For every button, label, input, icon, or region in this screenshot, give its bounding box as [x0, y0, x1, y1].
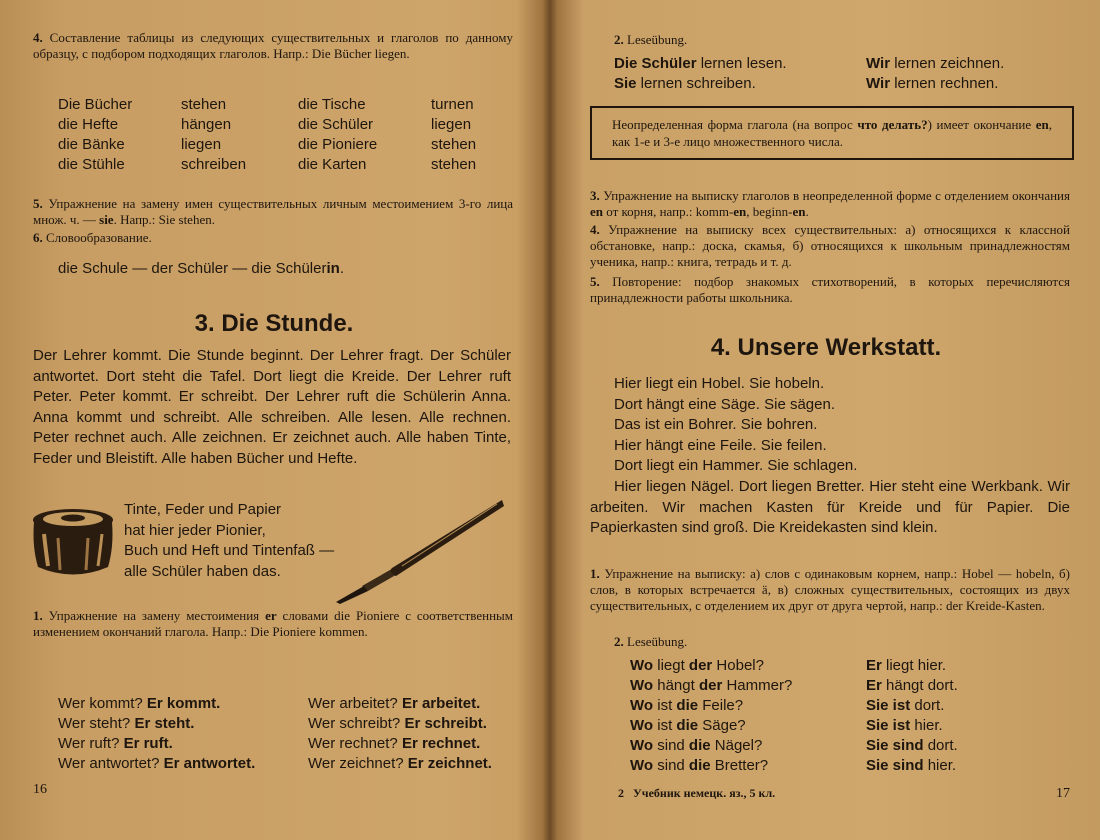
poem-line: alle Schüler haben das. [124, 562, 281, 580]
qa-item [308, 694, 508, 714]
word-formation [58, 260, 344, 277]
word-formation-text: die Schule — der Schüler — die Schüler [58, 260, 327, 277]
reading-predicate: lernen zeichnen. [890, 55, 1005, 72]
exercise-bold: en [733, 204, 747, 219]
answer-rest: dort. [910, 697, 945, 714]
question-word: Wo [630, 717, 654, 734]
answer [866, 676, 1026, 696]
table-cell: stehen [431, 136, 477, 153]
answer-subject: Sie ist [866, 697, 911, 714]
exercise-bold: en [590, 204, 603, 219]
answer: Er rechnet. [401, 735, 481, 752]
question-noun: Hobel? [712, 657, 764, 674]
question-article: die [688, 737, 711, 754]
qa-item [308, 754, 508, 774]
exercise-text: Повторение: подбор знакомых стихотворений, в которых перечисляются принадлежности работы школьника. [590, 274, 1070, 305]
page-footer: 2 Учебник немецк. яз., 5 кл. [618, 786, 776, 800]
inkwell-icon [28, 502, 118, 582]
exercise-text: Leseübung. [623, 634, 688, 649]
question: Wer ruft? [58, 735, 120, 752]
question-answer-list [58, 694, 508, 774]
exercise-1 [590, 566, 1070, 614]
reading-subject: Wir [866, 55, 891, 72]
table-cell: Die Bücher [58, 96, 133, 113]
grammar-rule-box [590, 106, 1074, 160]
answer-rest: hier. [923, 757, 957, 774]
reading-predicate: lernen lesen. [696, 55, 787, 72]
reading-predicate: lernen rechnen. [890, 75, 999, 92]
qa-item [308, 734, 508, 754]
reading-subject: Die Schüler [614, 55, 697, 72]
question-verb: ist [653, 697, 677, 714]
reading-line [866, 74, 1066, 94]
table-cell: stehen [181, 96, 227, 113]
question-word: Wo [630, 677, 654, 694]
rule-text: , как 1-е и 3-е лицо множественного числа. [612, 117, 1053, 149]
left-page [0, 0, 548, 840]
lesson-line: Dort hängt eine Säge. Sie sägen. [614, 395, 835, 413]
table-cell: liegen [431, 116, 472, 133]
question-article: der [688, 657, 713, 674]
exercise-number: 6. [33, 230, 43, 245]
question [630, 756, 866, 776]
reading-subject: Wir [866, 75, 891, 92]
exercise-text: Упражнение на замену местоимения [42, 608, 266, 623]
question: Wer schreibt? [308, 715, 401, 732]
answer-rest: hängt dort. [881, 677, 958, 694]
answer-subject: Sie sind [866, 737, 924, 754]
table-cell: die Pioniere [298, 136, 378, 153]
reading-line [614, 54, 866, 74]
reading-subject: Sie [614, 75, 637, 92]
exercise-text: Составление таблицы из следующих существительных и глаголов по данному образцу, с подбором подходящих глаголов. Напр.: Die Bücher liegen. [33, 30, 513, 61]
page-number: 16 [33, 782, 47, 797]
exercise-bold: er [265, 608, 277, 623]
question [630, 696, 866, 716]
exercise-bold: sie [99, 212, 114, 227]
question-verb: hängt [653, 677, 699, 694]
question: Wer zeichnet? [308, 755, 404, 772]
answer: Er schreibt. [404, 715, 487, 732]
exercise-2-top [614, 32, 687, 48]
question-noun: Feile? [698, 697, 744, 714]
table-cell: die Tische [298, 96, 366, 113]
qa-item [308, 714, 508, 734]
answer-rest: liegt hier. [881, 657, 947, 674]
question-answer-list [630, 656, 1026, 776]
table-cell: die Stühle [58, 156, 125, 173]
poem [124, 500, 334, 582]
exercise-5 [590, 274, 1070, 306]
exercise-number: 2. [614, 32, 624, 47]
qa-item [58, 714, 308, 734]
rule-text: ) имеет окончание [927, 117, 1036, 132]
rule-text: Неопределенная форма глагола (на вопрос [612, 117, 858, 132]
exercise-text: Упражнение на выписку: а) слов с одинаковым корнем, напр.: Hobel — hobeln, б) слов, в которых встречается ä, в) сложных существительных, состоящих из двух существительных, с отделением их друг от друга чертой, напр.: der Kreide-Kasten. [590, 566, 1070, 613]
answer: Er antwortet. [163, 755, 256, 772]
answer [866, 696, 1026, 716]
lesson-lines [614, 374, 857, 477]
reading-exercise [614, 54, 1066, 94]
question-word: Wo [630, 757, 654, 774]
question-verb: liegt [653, 657, 689, 674]
question [630, 676, 866, 696]
exercise-number: 3. [590, 188, 600, 203]
exercise-text: . Напр.: Sie stehen. [113, 212, 215, 227]
table-cell: hängen [181, 116, 232, 133]
answer: Er ruft. [123, 735, 173, 752]
qa-item [58, 754, 308, 774]
exercise-number: 4. [590, 222, 600, 237]
qa-item [58, 694, 308, 714]
rule-bold: en [1035, 117, 1049, 132]
question-noun: Säge? [698, 717, 746, 734]
noun-verb-table [58, 95, 498, 175]
reading-line [866, 54, 1066, 74]
exercise-4 [590, 222, 1070, 270]
rule-bold: что делать? [857, 117, 928, 132]
exercise-bold: en [792, 204, 806, 219]
question-verb: ist [653, 717, 677, 734]
page-number: 17 [1056, 786, 1070, 801]
exercise-number: 2. [614, 634, 624, 649]
exercise-text: Упражнение на выписку всех существительных: а) относящихся к классной обстановке, напр.: доска, скамья, б) относящихся к школьным принадлежностям ученика, напр.: книга, тетрадь и т. д. [590, 222, 1070, 269]
answer: Er zeichnet. [407, 755, 492, 772]
answer-rest: hier. [910, 717, 943, 734]
lesson-line: Hier hängt eine Feile. Sie feilen. [614, 436, 827, 454]
poem-line: Buch und Heft und Tintenfaß — [124, 542, 335, 559]
word-formation-text: . [339, 260, 344, 277]
answer: Er kommt. [146, 695, 221, 712]
exercise-text: , beginn- [746, 204, 793, 219]
poem-line: Tinte, Feder und Papier [124, 501, 282, 518]
table-cell: schreiben [181, 156, 247, 173]
table-cell: die Karten [298, 156, 367, 173]
answer [866, 716, 1026, 736]
question-noun: Bretter? [710, 757, 769, 774]
question: Wer arbeitet? [308, 695, 398, 712]
answer [866, 756, 1026, 776]
question-word: Wo [630, 657, 654, 674]
table-cell: die Bänke [58, 136, 125, 153]
exercise-text: от корня, напр.: komm- [603, 204, 734, 219]
exercise-number: 1. [33, 608, 43, 623]
exercise-text: Упражнение на выписку глаголов в неопределенной форме с отделением окончания [599, 188, 1070, 203]
lesson-text: Der Lehrer kommt. Die Stunde beginnt. Der Lehrer fragt. Der Schüler antwortet. Dort steht die Tafel. Dort liegt die Kreide. Der Lehrer ruft Peter. Peter kommt. Er schreibt. Der Lehrer ruft die Schülerin Anna. Anna kommt und schreibt. Alle schreiben. Alle lesen. Alle rechnen. Peter rechnet auch. Alle zeichnen. Er zeichnet auch. Alle haben Tinte, Feder und Bleistift. Alle haben Bücher und Hefte. [33, 347, 511, 467]
reading-line [614, 74, 866, 94]
lesson-paragraph: Hier liegen Nägel. Dort liegen Bretter. Hier steht eine Werkbank. Wir arbeiten. Wir machen Kasten für Kreide und für Papier. Die Papierkasten sind groß. Die Kreidekasten sind klein. [590, 478, 1070, 536]
question-verb: sind [653, 757, 689, 774]
answer: Er arbeitet. [401, 695, 481, 712]
question [630, 736, 866, 756]
question-noun: Nägel? [710, 737, 763, 754]
question-article: die [676, 697, 699, 714]
table-cell: stehen [431, 156, 477, 173]
question: Wer rechnet? [308, 735, 398, 752]
qa-item [58, 734, 308, 754]
question: Wer antwortet? [58, 755, 160, 772]
question-noun: Hammer? [722, 677, 793, 694]
exercise-text: Словообразование. [42, 230, 152, 245]
answer-subject: Sie sind [866, 757, 924, 774]
exercise-text: словами die Pioniere с соответственным изменением окончаний глагола. Напр.: Die Pioniere kommen. [33, 608, 513, 639]
answer-subject: Er [866, 657, 882, 674]
exercise-number: 5. [590, 274, 600, 289]
word-formation-suffix: in [326, 260, 340, 277]
exercise-text: Упражнение на замену имен существительных личным местоимением 3-го лица множ. ч. — [33, 196, 513, 227]
exercise-4 [33, 30, 513, 62]
question-word: Wo [630, 737, 654, 754]
exercise-5 [33, 196, 513, 228]
answer-subject: Er [866, 677, 882, 694]
pen-icon [332, 496, 508, 606]
lesson-title: 4. Unsere Werkstatt. [710, 334, 942, 361]
question-article: die [688, 757, 711, 774]
answer: Er steht. [134, 715, 195, 732]
exercise-text: Leseübung. [623, 32, 688, 47]
lesson-line: Dort liegt ein Hammer. Sie schlagen. [614, 457, 858, 474]
lesson-title: 3. Die Stunde. [194, 310, 354, 337]
question-verb: sind [653, 737, 689, 754]
answer-rest: dort. [923, 737, 958, 754]
question [630, 716, 866, 736]
exercise-2 [614, 634, 687, 650]
question-word: Wo [630, 697, 654, 714]
table-cell: die Schüler [298, 116, 374, 133]
exercise-1 [33, 608, 513, 640]
lesson-line: Hier liegt ein Hobel. Sie hobeln. [614, 375, 825, 392]
poem-line: hat hier jeder Pionier, [124, 521, 266, 539]
answer-subject: Sie ist [866, 717, 911, 734]
question-article: der [698, 677, 723, 694]
reading-predicate: lernen schreiben. [636, 75, 756, 92]
exercise-3 [590, 188, 1070, 220]
lesson-line: Das ist ein Bohrer. Sie bohren. [614, 416, 818, 433]
answer [866, 656, 1026, 676]
exercise-6 [33, 230, 513, 246]
table-cell: die Hefte [58, 116, 119, 133]
table-cell: turnen [431, 96, 474, 113]
exercise-text: . [805, 204, 809, 219]
table-cell: liegen [181, 136, 222, 153]
answer [866, 736, 1026, 756]
exercise-number: 4. [33, 30, 43, 45]
right-page [552, 0, 1100, 840]
exercise-number: 1. [590, 566, 600, 581]
question-article: die [676, 717, 699, 734]
exercise-number: 5. [33, 196, 43, 211]
question: Wer steht? [58, 715, 131, 732]
question [630, 656, 866, 676]
question: Wer kommt? [58, 695, 143, 712]
